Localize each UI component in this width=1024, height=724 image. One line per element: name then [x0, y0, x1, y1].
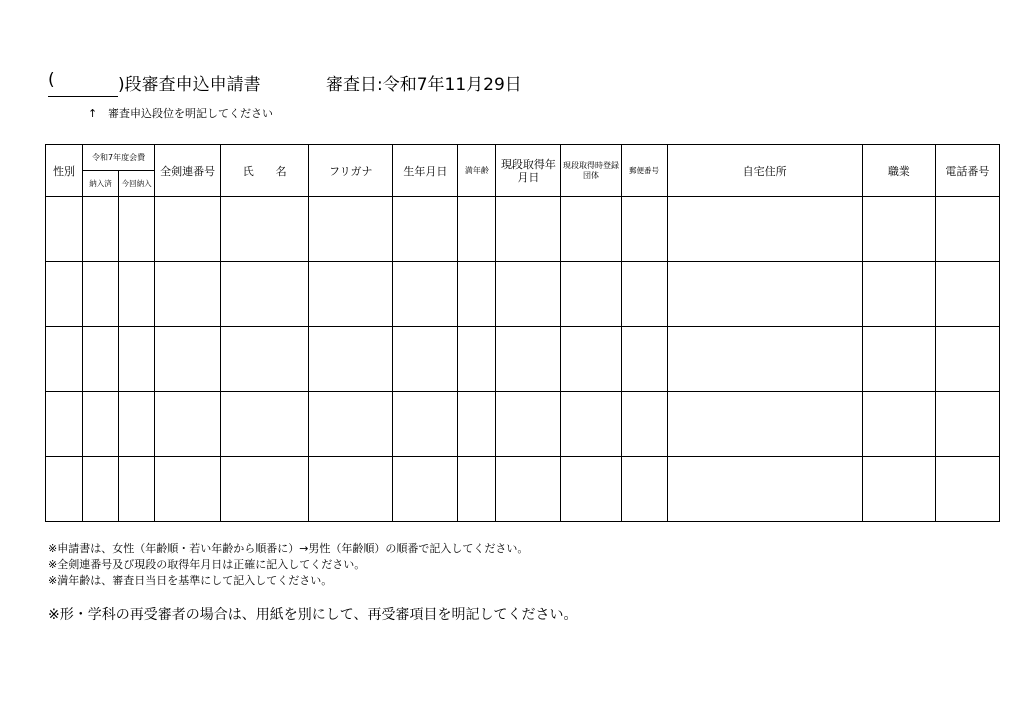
- cell-current-grade-date[interactable]: [496, 457, 561, 522]
- header-zenken-number: 全剣連番号: [155, 145, 221, 197]
- cell-address[interactable]: [667, 327, 862, 392]
- cell-fee-paid[interactable]: [83, 327, 119, 392]
- cell-occupation[interactable]: [862, 197, 935, 262]
- exam-date: 審査日:令和7年11月29日: [326, 75, 522, 95]
- cell-occupation[interactable]: [862, 392, 935, 457]
- form-title-text: )段審査申込申請書: [118, 75, 261, 95]
- cell-postal-code[interactable]: [621, 327, 667, 392]
- header-address: 自宅住所: [667, 145, 862, 197]
- cell-birthdate[interactable]: [393, 197, 458, 262]
- header-furigana: フリガナ: [309, 145, 393, 197]
- cell-furigana[interactable]: [309, 262, 393, 327]
- cell-phone[interactable]: [935, 197, 999, 262]
- table-row: [46, 262, 1000, 327]
- cell-age[interactable]: [458, 457, 496, 522]
- cell-zenken-number[interactable]: [155, 262, 221, 327]
- cell-fee-paid[interactable]: [83, 262, 119, 327]
- table-row: [46, 457, 1000, 522]
- note-zenken-number: ※全剣連番号及び現段の取得年月日は正確に記入してください。: [48, 558, 366, 571]
- cell-address[interactable]: [667, 457, 862, 522]
- cell-name[interactable]: [221, 197, 309, 262]
- cell-fee-this-time[interactable]: [119, 392, 155, 457]
- cell-gender[interactable]: [46, 327, 83, 392]
- cell-zenken-number[interactable]: [155, 197, 221, 262]
- up-arrow-icon: ↑: [88, 107, 98, 120]
- cell-current-grade-date[interactable]: [496, 262, 561, 327]
- cell-postal-code[interactable]: [621, 392, 667, 457]
- table-row: [46, 392, 1000, 457]
- cell-phone[interactable]: [935, 262, 999, 327]
- dan-instruction: [88, 105, 273, 121]
- cell-occupation[interactable]: [862, 457, 935, 522]
- cell-postal-code[interactable]: [621, 197, 667, 262]
- cell-fee-paid[interactable]: [83, 457, 119, 522]
- cell-furigana[interactable]: [309, 197, 393, 262]
- header-fee-paid: 納入済: [83, 171, 119, 197]
- cell-current-grade-org[interactable]: [561, 392, 621, 457]
- dan-paren-open: (: [48, 70, 55, 90]
- cell-name[interactable]: [221, 457, 309, 522]
- cell-fee-this-time[interactable]: [119, 327, 155, 392]
- cell-age[interactable]: [458, 197, 496, 262]
- header-occupation: 職業: [862, 145, 935, 197]
- cell-current-grade-org[interactable]: [561, 262, 621, 327]
- header-current-grade-org: 現段取得時登録団体: [561, 145, 621, 197]
- notes-block: [48, 541, 528, 589]
- cell-occupation[interactable]: [862, 327, 935, 392]
- note-order: ※申請書は、女性（年齢順・若い年齢から順番に）→男性（年齢順）の順番で記入してください。: [48, 542, 529, 555]
- cell-birthdate[interactable]: [393, 327, 458, 392]
- cell-furigana[interactable]: [309, 327, 393, 392]
- cell-current-grade-date[interactable]: [496, 197, 561, 262]
- cell-fee-this-time[interactable]: [119, 457, 155, 522]
- cell-gender[interactable]: [46, 392, 83, 457]
- cell-fee-paid[interactable]: [83, 392, 119, 457]
- header-fee-this-time: 今回納入: [119, 171, 155, 197]
- cell-furigana[interactable]: [309, 457, 393, 522]
- cell-gender[interactable]: [46, 197, 83, 262]
- header-gender: 性別: [46, 145, 83, 197]
- cell-zenken-number[interactable]: [155, 457, 221, 522]
- header-postal-code: 郵便番号: [621, 145, 667, 197]
- cell-age[interactable]: [458, 392, 496, 457]
- cell-zenken-number[interactable]: [155, 327, 221, 392]
- cell-age[interactable]: [458, 262, 496, 327]
- cell-phone[interactable]: [935, 457, 999, 522]
- cell-name[interactable]: [221, 262, 309, 327]
- cell-current-grade-org[interactable]: [561, 457, 621, 522]
- cell-name[interactable]: [221, 392, 309, 457]
- cell-address[interactable]: [667, 392, 862, 457]
- cell-postal-code[interactable]: [621, 457, 667, 522]
- cell-occupation[interactable]: [862, 262, 935, 327]
- cell-fee-paid[interactable]: [83, 197, 119, 262]
- header-fee-group: 令和7年度会費: [83, 145, 155, 171]
- cell-current-grade-date[interactable]: [496, 392, 561, 457]
- cell-fee-this-time[interactable]: [119, 197, 155, 262]
- table-row: [46, 327, 1000, 392]
- dan-instruction-text: 審査申込段位を明記してください: [108, 107, 273, 120]
- header-age: 満年齢: [458, 145, 496, 197]
- cell-birthdate[interactable]: [393, 262, 458, 327]
- cell-zenken-number[interactable]: [155, 392, 221, 457]
- cell-phone[interactable]: [935, 327, 999, 392]
- cell-phone[interactable]: [935, 392, 999, 457]
- cell-postal-code[interactable]: [621, 262, 667, 327]
- header-birthdate: 生年月日: [393, 145, 458, 197]
- cell-name[interactable]: [221, 327, 309, 392]
- note-age: ※満年齢は、審査日当日を基準にして記入してください。: [48, 574, 333, 587]
- cell-age[interactable]: [458, 327, 496, 392]
- cell-gender[interactable]: [46, 262, 83, 327]
- cell-current-grade-org[interactable]: [561, 327, 621, 392]
- cell-fee-this-time[interactable]: [119, 262, 155, 327]
- header-current-grade-date: 現段取得年月日: [496, 145, 561, 197]
- cell-birthdate[interactable]: [393, 392, 458, 457]
- note-reexam: ※形・学科の再受審者の場合は、用紙を別にして、再受審項目を明記してください。: [48, 607, 578, 623]
- application-table: [45, 144, 1000, 522]
- cell-furigana[interactable]: [309, 392, 393, 457]
- cell-address[interactable]: [667, 262, 862, 327]
- dan-blank-line[interactable]: [48, 96, 118, 97]
- cell-address[interactable]: [667, 197, 862, 262]
- cell-current-grade-org[interactable]: [561, 197, 621, 262]
- cell-gender[interactable]: [46, 457, 83, 522]
- cell-current-grade-date[interactable]: [496, 327, 561, 392]
- header-phone: 電話番号: [935, 145, 999, 197]
- header-name: 氏 名: [221, 145, 309, 197]
- cell-birthdate[interactable]: [393, 457, 458, 522]
- table-row: [46, 197, 1000, 262]
